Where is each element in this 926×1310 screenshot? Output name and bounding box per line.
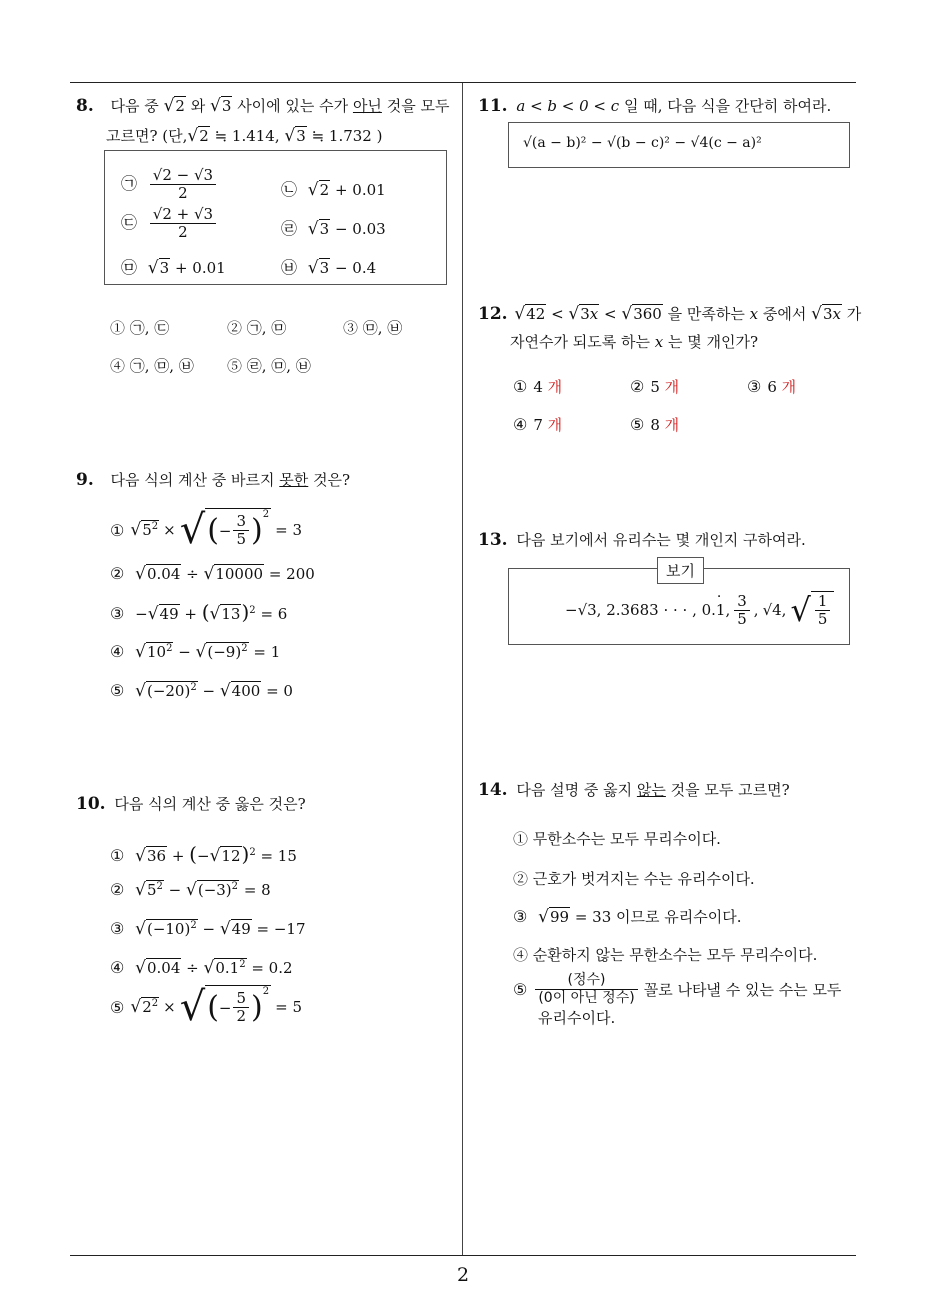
question-number: 11. <box>478 96 508 116</box>
question-14: 14. 다음 설명 중 옳지 않는 것을 모두 고르면? <box>478 780 790 800</box>
question-number: 10. <box>76 794 106 814</box>
question-number: 12. <box>478 304 508 324</box>
choice-5[interactable]: ⑤ 8 개 <box>630 415 680 434</box>
q8-option-box: ㉠ $\frac{√2 - √3}{2}$ ㉡ √2 + 0.01 ㉢ $\frac{√2 + √3}{2}$ ㉣ √3 − 0.03 ㉤ √3 + 0.01 ㉥ √3 − 0.4 <box>104 150 447 285</box>
choice-1[interactable]: ① 4 개 <box>513 377 563 396</box>
choice-2[interactable]: ② √0.04 ÷ √10000 = 200 <box>110 564 315 584</box>
q13-example-box <box>508 562 850 645</box>
choice-5[interactable]: ⑤ $\frac{\text{(정수)}}{\text{(0이 아닌 정수)}}$ 꼴로 나타낼 수 있는 수는 모두 유리수이다. <box>513 972 842 1027</box>
column-divider <box>462 83 463 1255</box>
choice-5[interactable]: ⑤ $√(-20)^2 - √400 = 0$ <box>110 681 293 701</box>
choice-3[interactable]: ③ $√(-10)^2 - √49 = -17$ <box>110 919 306 939</box>
choice-2[interactable]: ② 5 개 <box>630 377 680 396</box>
choice-4[interactable]: ④ ㉠, ㉤, ㉥ <box>110 357 194 375</box>
question-10: 10. 다음 식의 계산 중 옳은 것은? <box>76 794 306 814</box>
choice-1[interactable]: ① ㉠, ㉢ <box>110 319 170 337</box>
header-rule <box>70 82 856 83</box>
question-number: 8. <box>76 96 94 116</box>
fraction: $\frac{√2 - √3}{2}$ <box>150 167 216 202</box>
fraction: $\frac{√2 + √3}{2}$ <box>150 206 216 241</box>
choice-4[interactable]: ④ $√0.04 \div √0.1^2 = 0.2$ <box>110 958 293 978</box>
question-number: 9. <box>76 470 94 490</box>
choice-2[interactable]: ② 근호가 벗겨지는 수는 유리수이다. <box>513 870 755 888</box>
choice-3[interactable]: ③ √99 = 33 이므로 유리수이다. <box>513 907 742 927</box>
question-number: 14. <box>478 780 508 800</box>
choice-1[interactable]: ① $√36 + (-√12)^2 = 15$ <box>110 842 297 866</box>
choice-3[interactable]: ③ ㉤, ㉥ <box>343 319 403 337</box>
choice-5[interactable]: ⑤ ㉣, ㉤, ㉥ <box>227 357 311 375</box>
choice-5[interactable]: ⑤ $√2^2$ × √ ( − $\frac{5}{2}$ ) $^2$ = 5 <box>110 984 303 1030</box>
example-box-title: 보기 <box>657 557 704 584</box>
question-number: 13. <box>478 530 508 550</box>
choice-2[interactable]: ② $√5^2 - √(-3)^2 = 8$ <box>110 880 271 900</box>
choice-1[interactable]: ① $√5^2$ × √ ( − $\frac{3}{5}$ ) $^2$ = 3 <box>110 507 303 553</box>
choice-1[interactable]: ① 무한소수는 모두 무리수이다. <box>513 830 721 848</box>
example-items: −√3, 2.3683 · · · , 0. · 1, $\frac{3}{5}$ , √4, √ $\frac{1}{5}$ <box>565 591 834 629</box>
choice-4[interactable]: ④ $√10^2 - √(-9)^2 = 1$ <box>110 642 281 662</box>
question-13: 13. 다음 보기에서 유리수는 몇 개인지 구하여라. <box>478 530 806 550</box>
page-number: 2 <box>456 1264 470 1286</box>
choice-2[interactable]: ② ㉠, ㉤ <box>227 319 287 337</box>
choice-3[interactable]: ③ $-√49 + (√13)^2 = 6$ <box>110 600 288 624</box>
choice-3[interactable]: ③ 6 개 <box>747 377 797 396</box>
underlined-word: 못한 <box>279 471 309 489</box>
choice-4[interactable]: ④ 7 개 <box>513 415 563 434</box>
underlined-word: 않는 <box>636 781 666 799</box>
q11-expression-box: √(a − b)² − √(b − c)² − √4(c − a)² <box>508 122 850 168</box>
question-9: 9. 다음 식의 계산 중 바르지 못한 것은? <box>76 470 351 490</box>
choice-4[interactable]: ④ 순환하지 않는 무한소수는 모두 무리수이다. <box>513 946 818 964</box>
question-11: 11. a < b < 0 < c 일 때, 다음 식을 간단히 하여라. <box>478 96 832 116</box>
underlined-word: 아닌 <box>352 97 382 115</box>
footer-rule <box>70 1255 856 1256</box>
